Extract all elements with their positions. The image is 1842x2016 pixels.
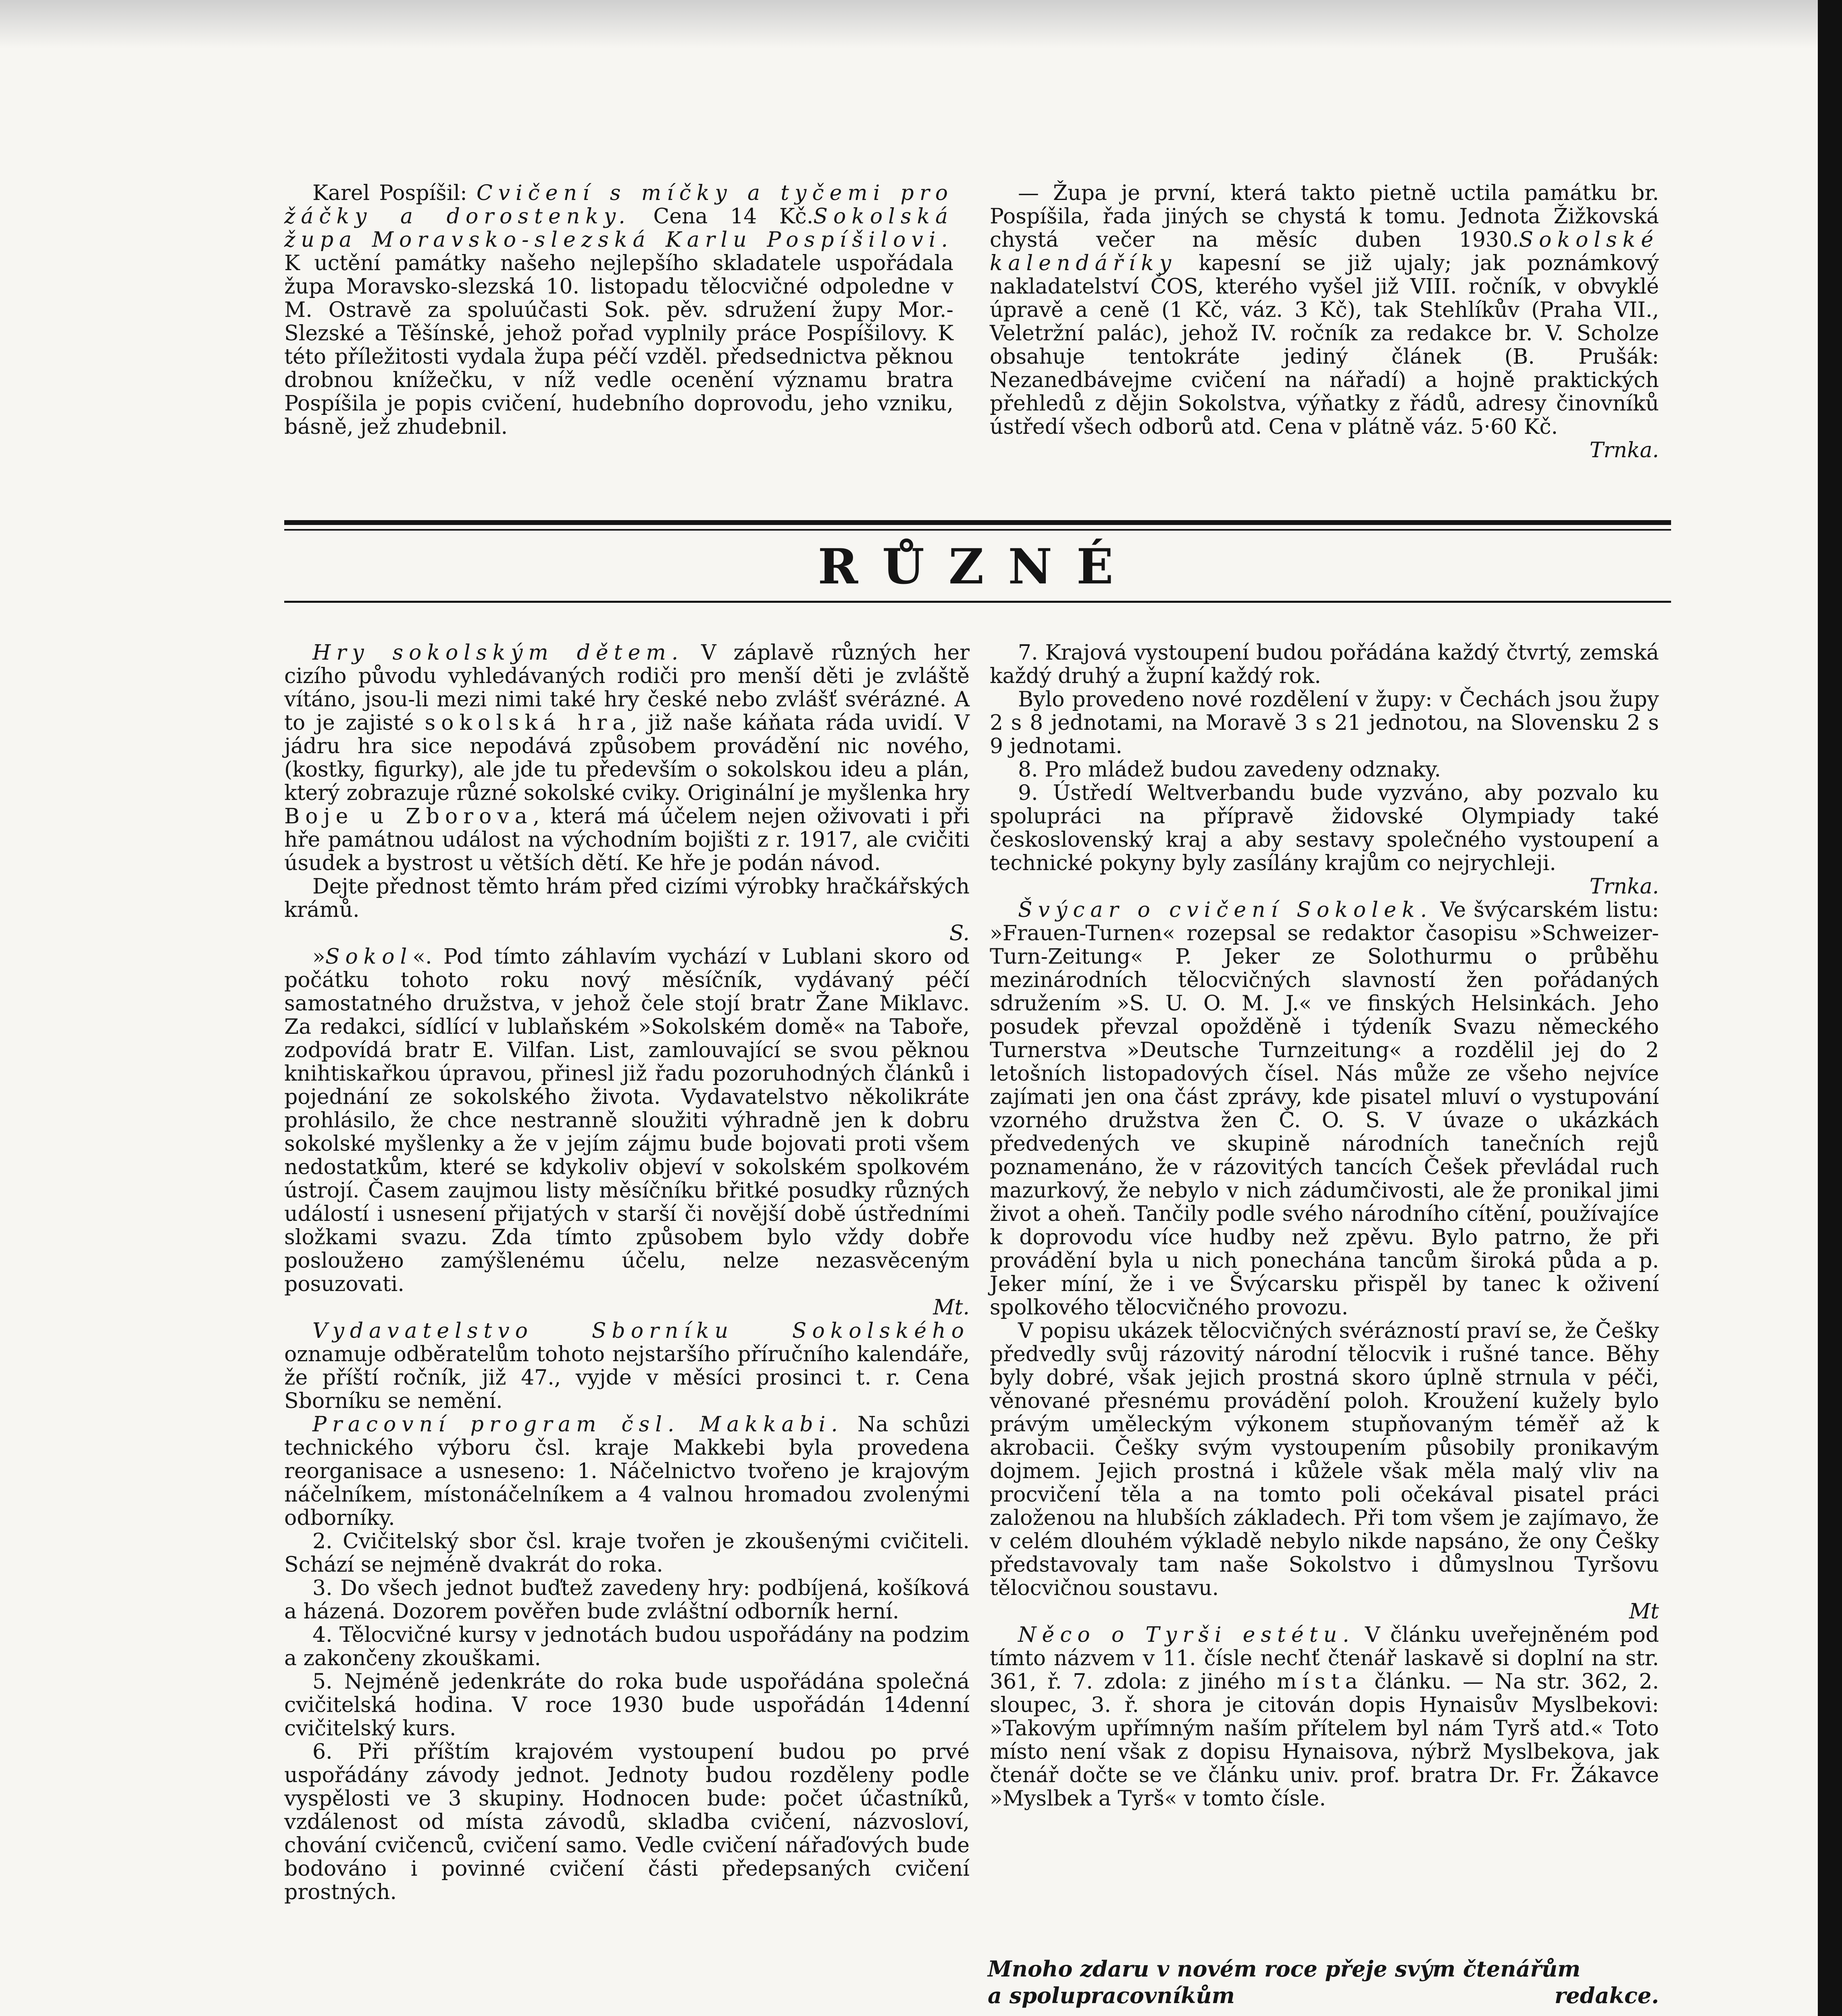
right-news-column (990, 641, 1659, 1810)
text-run: Bylo provedeno nové rozdělení v župy: v Čechách jsou župy 2 s 8 jednotami, na Moravě 3 s 21 jednotou, na Slovensku 2 s 9 jednotami. (990, 687, 1659, 758)
text-run: Karel Pospíšil: (312, 181, 477, 205)
paragraph (990, 1623, 1659, 1810)
heading-rule (284, 601, 1671, 603)
paragraph (990, 758, 1659, 781)
paragraph (990, 181, 1659, 462)
paragraph (284, 641, 970, 875)
wish-line-2: a spolupracovníkům (988, 1983, 1235, 2008)
article-title: Sokol (325, 945, 413, 969)
author-signature: Mt (1629, 1599, 1659, 1624)
text-run: V popisu ukázek tělocvičných svérázností praví se, že Češky předvedly svůj rázovitý národní tělocvik i rušné tance. Běhy byly dobré, však jejich prostná skoro úplně strnula v péči, věnované přesnému provádění poloh. Kroužení kužely bylo právým uměleckým výkonem stupňovaným téměř až k akrobacii. Češky svým vystoupením působily pronikavým dojmem. Jejich prostná i kůžele však měla malý vliv na procvičení těla a na tomto poli očekával pisatel práci založenou na hlubších základech. Při tom všem je zajímavo, že v celém dlouhém výkladě nebylo nikde napsáno, že ony Češky představovaly tam naše Sokolstvo i důmyslnou Tyršovu tělocvičnou soustavu. (990, 1319, 1659, 1600)
paragraph (990, 781, 1659, 898)
top-left-column (284, 181, 953, 439)
article-title: Vydavatelstvo Sborníku Sokolského (312, 1319, 970, 1343)
text-run: Cena 14 Kč. (631, 204, 814, 229)
text-run: oznamuje odběratelům tohoto nejstaršího příručního kalendáře, že příští ročník, již 47., vyjde v měsíci prosinci t. r. Cena Sborníku se nemění. (284, 1342, 970, 1413)
article-title: Hry sokolským dětem. (312, 641, 684, 665)
author-signature: S. (949, 921, 970, 946)
author-signature: Mt. (933, 1295, 970, 1320)
paragraph (284, 1623, 970, 1670)
text-run: , již naše káňata ráda uvidí. V jádru hra sice nepodává způsobem provádění nic nového, (kostky, figurky), ale jde tu především o sokolskou ideu a plán, který zobrazuje různé sokolské cviky. Originální je myšlenka hry (284, 711, 970, 805)
text-run: 5. Nejméně jedenkráte do roka bude uspořádána společná cvičitelská hodina. V roce 1930 bude uspořádán 14denní cvičitelský kurs. (284, 1670, 970, 1741)
paragraph (284, 1577, 970, 1623)
text-run: 4. Tělocvičné kursy v jednotách budou uspořádány na podzim a zakončeny zkouškami. (284, 1623, 970, 1670)
text-run: Dejte přednost těmto hrám před cizími výrobky hračkářských krámů. (284, 875, 970, 922)
article-title: Cvičení s míčky a tyčemi pro žáčky a dorostenky. (284, 181, 954, 229)
paragraph (284, 1319, 970, 1413)
text-run: K uctění památky našeho nejlepšího skladatele uspořádala župa Moravsko-slezská 10. listopadu tělocvičné odpoledne v M. Ostravě za spoluúčasti Sok. pěv. sdružení župy Mor.-Slezské a Těšínské, jehož pořad vyplnily práce Pospíšilovy. K této příležitosti vydala župa péčí vzděl. předsednictva pěknou drobnou knížečku, v níž vedle ocenění významu bratra Pospíšila je popis cvičení, hudebního doprovodu, jeho vzniku, básně, jež zhudebnil. (284, 251, 953, 439)
text-run: 2. Cvičitelský sbor čsl. kraje tvořen je zkoušenými cvičiteli. Schází se nejméně dvakrát do roka. (284, 1529, 970, 1577)
section-heading: RŮZNÉ (818, 538, 1138, 595)
spaced-emphasis: místa (1276, 1670, 1363, 1694)
text-run: 9. Ústředí Weltverbandu bude vyzváno, aby pozvalo ku spolupráci na přípravě židovské Olympiady také československý kraj a aby sestavy společného vystoupení a technické pokyny byly zasílány krajům co nejrychleji. (990, 781, 1659, 875)
text-run: — Župa je první, která takto pietně uctila památku br. Pospíšila, řada jiných se chystá k tomu. Jednota Žižkovská chystá večer na měsíc duben 1930. (990, 181, 1659, 252)
paragraph (990, 898, 1659, 1319)
article-title: Sokolská župa Moravsko-slezská Karlu Pospíšilovi. (284, 204, 953, 252)
page-scan-edge (0, 0, 1842, 48)
left-news-column (284, 641, 970, 1904)
text-run: «. Pod tímto záhlavím vychází v Lublani skoro od počátku tohoto roku nový měsíčník, vydávaný péčí samostatného družstva, v jehož čele stojí bratr Žane Miklavc. Za redakci, sídlící v lublaňském »Sokolském domě« na Taboře, zodpovídá bratr E. Vilfan. List, zamlouvající se svou pěknou knihtiskařkou úpravou, přinesl již řadu pozoruhodných článků i pojednání ze sokolského života. Vydavatelstvo několikráte prohlásilo, že chce nestranně sloužiti výhradně jen k dobru sokolské myšlenky a že v jejím zájmu bude bojovati proti všem nedostatkům, které se kdykoliv objeví v sokolském spolkovém ústrojí. Časem zaujmou listy měsíčníku břitké posudky různých událostí i usnesení přijatých v starší či novější době ústředními složkami svazu. Zda tímto způsobem bylo vždy dobře posloužено zamýšlenému účelu, nelze nezasvěceným posuzovati. (284, 945, 970, 1296)
paragraph (284, 1740, 970, 1904)
text-run: , která má účelem nejen oživovati i při hře památnou událost na východním bojišti z r. 1917, ale cvičiti úsudek a bystrost u větších dětí. Ke hře je podán návod. (284, 804, 970, 875)
text-run: V záplavě různých her cizího původu vyhledávaných rodiči pro menší děti je zvláště vítáno, jsou-li mezi nimi také hry české nebo zvlášť svérázné. A to je zajisté (284, 641, 970, 735)
spaced-emphasis: Boje u Zborova (284, 804, 533, 829)
text-run: 8. Pro mládež budou zavedeny odznaky. (1018, 758, 1441, 782)
section-rule-lower (284, 529, 1671, 531)
article-title: Sokolské kalendáříky (990, 228, 1659, 275)
text-run: Ve švýcarském listu: »Frauen-Turnen« rozepsal se redaktor časopisu »Schweizer-Turn-Zeitung« P. Jeker ze Solothurmu o průběhu mezinárodních tělocvičných slavností žen pořádaných sdružením »S. U. O. M. J.« ve finských Helsinkách. Jeho posudek převzal opožděně i týdeník Svazu německého Turnerstva »Deutsche Turnzeitung« a rozdělil jej do 2 letošních listopadových čísel. Nás může ze všeho nejvíce zajímati jen ona část zprávy, kde pisatel mluví o vystupování vzorného družstva žen Č. O. S. V úvaze o ukázkách předvedených ve skupině národních tanečních rejů poznamenáno, že v rázovitých tancích Češek převládal ruch mazurkový, že nebylo v nich zádumčivosti, ale že pronikal jimi život a oheň. Tančily podle svého národního cítění, používajíce k doprovodu více hudby než zpěvu. Bylo patrno, že při provádění byla u nich ponechána tancům široká půda a p. Jeker míní, že i ve Švýcarsku přispěl by tanec k oživení spolkového tělocvičného provozu. (990, 898, 1659, 1320)
text-run: V článku uveřejněném pod tímto názvem v 11. čísle nechť čtenář laskavě si doplní na str. 361, ř. 7. zdola: z jiného (990, 1623, 1659, 1694)
wish-line-1: Mnoho zdaru v novém roce přeje svým čtenářům (988, 1956, 1581, 1982)
wish-signature: redakce. (1554, 1983, 1659, 2008)
author-signature: Trnka. (1589, 438, 1659, 462)
top-right-column (990, 181, 1659, 462)
text-run: 6. Při příštím krajovém vystoupení budou po prvé uspořádány závody jednot. Jednoty budou rozděleny podle vyspělosti ve 3 skupiny. Hodnocen bude: počet účastníků, vzdálenost od místa závodů, skladba cvičení, názvosloví, chování cvičenců, cvičení samo. Vedle cvičení nářaďových bude bodováno i povinné cvičení části předepsaných cvičení prostných. (284, 1740, 970, 1904)
new-year-wish (988, 1956, 1659, 2009)
section-rule-upper (284, 520, 1671, 525)
article-title: Pracovní program čsl. Makkabi. (312, 1412, 843, 1437)
text-run: Na schůzi technického výboru čsl. kraje Makkebi byla provedena reorganisace a usneseno: 1. Náčelnictvo tvořeno je krajovým náčelníkem, místonáčelníkem a 4 valnou hromadou zvolenými odborníky. (284, 1412, 970, 1530)
paragraph (990, 1319, 1659, 1623)
paragraph (284, 1413, 970, 1530)
spaced-emphasis: sokolská hra (425, 711, 631, 735)
paragraph (284, 181, 953, 439)
paragraph (284, 945, 970, 1319)
text-run: » (312, 945, 325, 969)
author-signature: Trnka. (1589, 875, 1659, 899)
page-scan-border (1818, 0, 1842, 2016)
text-run: článku. — Na str. 362, 2. sloupec, 3. ř. shora je citován dopis Hynaisův Myslbekovi: »Takovým upřímným naším přítelem byl nám Tyrš atd.« Toto místo není však z dopisu Hynaisova, nýbrž Myslbekova, jak čtenář dočte se ve článku univ. prof. bratra Dr. Fr. Žákavce »Myslbek a Tyrš« v tomto čísle. (990, 1670, 1659, 1811)
paragraph (284, 1670, 970, 1740)
text-run: 3. Do všech jednot buďtež zavedeny hry: podbíjená, košíková a házená. Dozorem pověřen bude zvláštní odborník herní. (284, 1576, 970, 1624)
paragraph (990, 688, 1659, 758)
text-run: 7. Krajová vystoupení budou pořádána každý čtvrtý, zemská každý druhý a župní každý rok. (990, 641, 1659, 688)
text-run: kapesní se již ujaly; jak poznámkový nakladatelství ČOS, kterého vyšel již VIII. ročník, v obvyklé úpravě a ceně (1 Kč, váz. 3 Kč), tak Stehlíkův (Praha VII., Veletržní palác), jehož IV. ročník za redakce br. V. Scholze obsahuje tentokráte jediný článek (B. Prušák: Nezanedbávejme cvičení na nářadí) a hojně praktických přehledů z dějin Sokolstva, výňatky z řádů, adresy činovníků ústředí všech odborů atd. Cena v plátně váz. 5·60 Kč. (990, 251, 1659, 439)
paragraph (284, 1530, 970, 1577)
article-title: Švýcar o cvičení Sokolek. (1018, 898, 1433, 922)
paragraph (990, 641, 1659, 688)
article-title: Něco o Tyrši estétu. (1018, 1623, 1355, 1647)
paragraph (284, 875, 970, 945)
